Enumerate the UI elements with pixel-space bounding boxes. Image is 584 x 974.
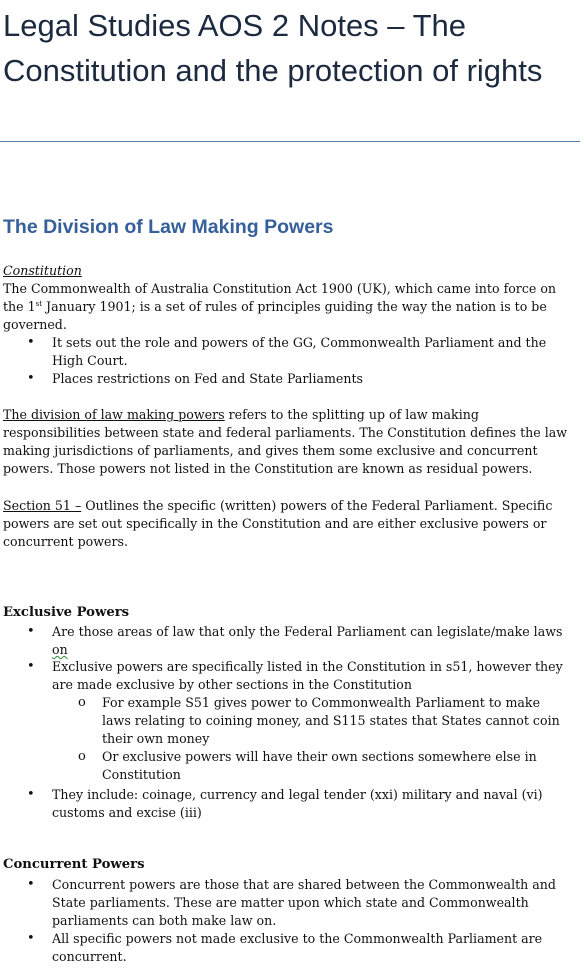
concurrent-powers-heading: Concurrent Powers xyxy=(3,857,145,872)
section51-text: Outlines the specific (written) powers of the Federal Parliament. Specific powers are set out specifically in the Constitution and are either exclusive powers or concurrent powers. xyxy=(3,498,553,549)
list-item xyxy=(52,623,577,659)
constitution-text-a: The Commonwealth of Australia Constitution Act 1900 (UK), which came into force on the 1 xyxy=(3,281,557,314)
bullet-icon: • xyxy=(27,624,35,639)
bullet-icon: • xyxy=(27,335,35,350)
list-item: They include: coinage, currency and legal tender (xxi) military and naval (vi) customs and excise (iii) xyxy=(52,787,543,820)
bullet-icon: • xyxy=(27,371,35,386)
bullet-icon: • xyxy=(27,787,35,802)
sub-list-item: For example S51 gives power to Commonwealth Parliament to make laws relating to coining money, and S115 states that States cannot coin their own money xyxy=(102,695,560,746)
division-paragraph xyxy=(3,406,578,478)
sub-bullet-icon: o xyxy=(78,695,86,710)
section51-term: Section 51 – xyxy=(3,498,82,513)
list-item: Places restrictions on Fed and State Parliaments xyxy=(52,371,364,386)
ordinal-suffix: st xyxy=(35,299,43,308)
bullet-icon: • xyxy=(27,931,35,946)
division-term: The division of law making powers xyxy=(3,407,225,422)
constitution-text-b: January 1901; is a set of rules of principles guiding the way the nation is to be governed. xyxy=(3,299,547,332)
section51-paragraph xyxy=(3,497,578,551)
division-text: refers to the splitting up of law making responsibilities between state and federal parliaments. The Constitution defines the law making jurisdictions of parliaments, and gives them some exclusive and concurrent powers. Those powers not listed in the Constitution are known as residual powers. xyxy=(3,407,568,476)
list-item: Concurrent powers are those that are shared between the Commonwealth and State parliaments. These are matter upon which state and Commonwealth parliaments can both make law on. xyxy=(52,877,556,928)
exclusive-b1-text: Are those areas of law that only the Federal Parliament can legislate/make laws xyxy=(52,624,563,639)
section-heading: The Division of Law Making Powers xyxy=(3,216,334,238)
constitution-paragraph xyxy=(3,280,578,334)
bullet-icon: • xyxy=(27,659,35,674)
title-divider xyxy=(0,141,580,142)
list-item: It sets out the role and powers of the GG, Commonwealth Parliament and the High Court. xyxy=(52,335,547,368)
bullet-icon: • xyxy=(27,877,35,892)
exclusive-powers-heading: Exclusive Powers xyxy=(3,605,130,620)
document-title: Legal Studies AOS 2 Notes – The Constitution and the protection of rights xyxy=(3,8,543,88)
sub-list-item: Or exclusive powers will have their own sections somewhere else in Constitution xyxy=(102,749,537,782)
spelling-flag: on xyxy=(52,642,68,657)
list-item: All specific powers not made exclusive to the Commonwealth Parliament are concurrent. xyxy=(52,931,543,964)
constitution-label: Constitution xyxy=(3,263,82,278)
list-item: Exclusive powers are specifically listed in the Constitution in s51, however they are made exclusive by other sections in the Constitution xyxy=(52,659,563,692)
sub-bullet-icon: o xyxy=(78,749,86,764)
